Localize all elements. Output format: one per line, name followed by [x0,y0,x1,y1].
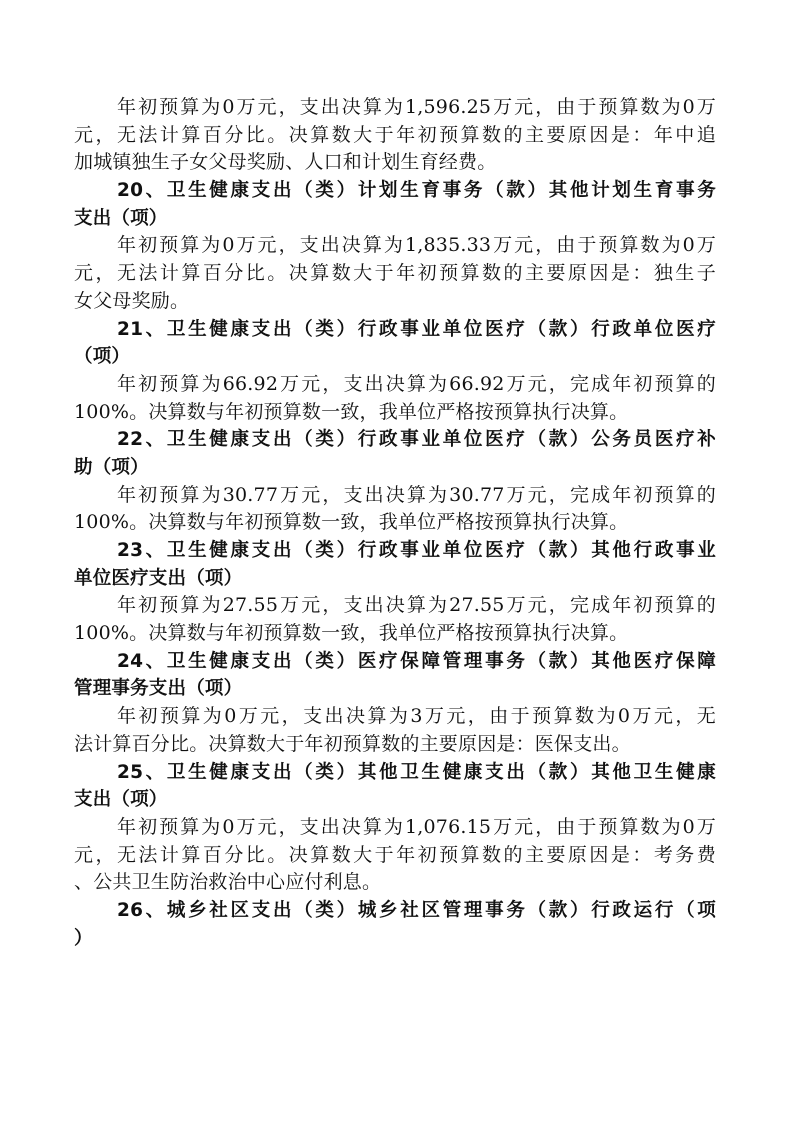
body-text-line: 元，无法计算百分比。决算数大于年初预算数的主要原因是：独生子 [74,262,716,285]
section-heading-line: 支出（项） [74,207,168,229]
body-text-line: 加城镇独生子女父母奖励、人口和计划生育经费。 [74,151,497,174]
section-heading-line: 23、卫生健康支出（类）行政事业单位医疗（款）其他行政事业 [117,540,716,561]
document-page [74,94,716,952]
section-heading-line: 26、城乡社区支出（类）城乡社区管理事务（款）行政运行（项 [117,899,716,921]
body-text-line: 元，无法计算百分比。决算数大于年初预算数的主要原因是：考务费 [74,843,716,866]
body-text-line: 年初预算为0万元，支出决算为1,596.25万元，由于预算数为0万 [117,96,716,118]
body-text-line: 年初预算为0万元，支出决算为3万元，由于预算数为0万元，无 [117,705,716,728]
section-heading-line: 支出（项） [74,789,168,811]
section-heading-line: （项） [74,346,131,368]
section-heading-line: 25、卫生健康支出（类）其他卫生健康支出（款）其他卫生健康 [117,761,716,783]
body-text-line: 年初预算为66.92万元，支出决算为66.92万元，完成年初预算的 [117,372,716,395]
body-text-line: 100%。决算数与年初预算数一致，我单位严格按预算执行决算。 [74,400,629,423]
body-text-line: 法计算百分比。决算数大于年初预算数的主要原因是：医保支出。 [74,732,631,755]
body-text-line: 年初预算为0万元，支出决算为1,076.15万元，由于预算数为0万 [117,815,716,838]
section-heading-line: 22、卫生健康支出（类）行政事业单位医疗（款）公务员医疗补 [117,429,716,451]
body-text-line: 女父母奖励。 [74,289,190,312]
body-text-line: 年初预算为0万元，支出决算为1,835.33万元，由于预算数为0万 [117,234,716,257]
body-text-line: 100%。决算数与年初预算数一致，我单位严格按预算执行决算。 [74,622,629,645]
section-heading-line: 24、卫生健康支出（类）医疗保障管理事务（款）其他医疗保障 [117,650,716,672]
body-text-line: 元，无法计算百分比。决算数大于年初预算数的主要原因是：年中追 [74,123,716,146]
section-heading-line: 助（项） [74,456,149,478]
section-heading-line: 20、卫生健康支出（类）计划生育事务（款）其他计划生育事务 [117,180,716,202]
section-heading-line: 管理事务支出（项） [74,678,243,700]
section-heading-line: ） [74,927,93,949]
body-text-line: 年初预算为30.77万元，支出决算为30.77万元，完成年初预算的 [117,483,716,506]
body-text-line: 年初预算为27.55万元，支出决算为27.55万元，完成年初预算的 [117,594,716,617]
section-heading-line: 单位医疗支出（项） [74,567,243,589]
body-text-line: 、公共卫生防治救治中心应付利息。 [74,871,382,894]
section-heading-line: 21、卫生健康支出（类）行政事业单位医疗（款）行政单位医疗 [117,318,716,340]
body-text-line: 100%。决算数与年初预算数一致，我单位严格按预算执行决算。 [74,511,629,534]
